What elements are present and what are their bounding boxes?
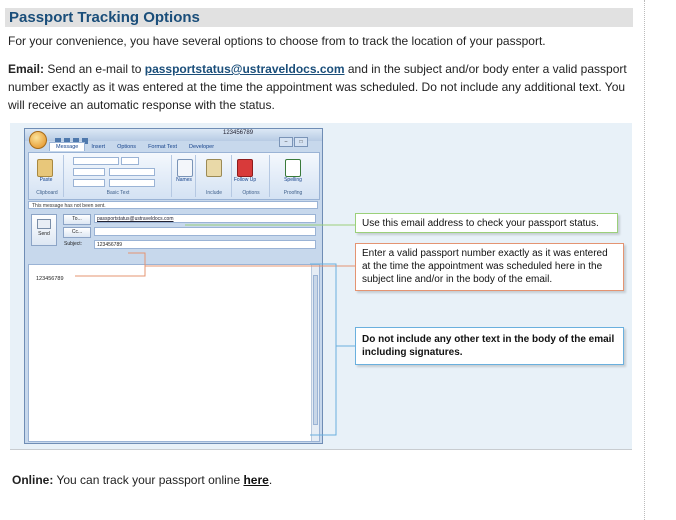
email-link[interactable]: passportstatus@ustraveldocs.com [144,62,345,76]
tab-format-text: Format Text [148,144,177,150]
names-label: Names [176,177,192,183]
paste-label: Paste [39,177,53,183]
instruction-figure [10,123,632,449]
minimize-icon: – [279,137,293,147]
email-label: Email: [8,62,45,76]
follow-up-label: Follow Up [233,177,257,183]
online-link[interactable]: here [243,473,269,487]
page-divider [644,0,645,520]
basic-text-group-label: Basic Text [106,190,130,196]
maximize-icon: □ [294,137,308,147]
subject-field: 123456789 [94,240,316,249]
online-tail: . [268,473,273,487]
section-header [5,8,633,27]
window-title: 123456789 [223,130,254,136]
send-label: Send [38,231,50,237]
options-group-label: Options [242,190,260,196]
clipboard-group-label: Clipboard [36,190,58,196]
callout-no-other-text: Do not include any other text in the body of the email including signatures. [355,327,624,365]
spelling-label: Spelling [284,177,302,183]
tab-options: Options [117,144,137,150]
online-paragraph [12,473,272,487]
proofing-group-label: Proofing [283,190,303,196]
tab-developer: Developer [189,144,215,150]
email-text-after: and in the subject and/or body enter a valid passport number exactly as it was entered at the time the appointment was scheduled. Do not include any additional text. You will receive an automatic response with the status. [8,62,627,112]
to-button: To... [63,214,91,225]
tab-message: Message [49,142,85,151]
callout-line-subject-body [75,253,145,276]
info-bar: This message has not been sent. [28,201,318,209]
callout-bracket-body [310,264,336,435]
callout-email-address: Use this email address to check your passport status. [355,213,618,233]
callout-passport-number: Enter a valid passport number exactly as it was entered at the time the appointment was scheduled here in the subject line and/or in the body of the email. [355,243,624,291]
tab-insert: Insert [91,144,106,150]
subject-label: Subject: [64,241,83,247]
online-label: Online: [12,473,54,487]
include-group-label: Include [205,190,223,196]
figure-bottom-rule [10,449,632,450]
to-value: passportstatus@ustraveldocs.com [97,216,174,222]
email-paragraph [8,60,638,114]
page-title: Passport Tracking Options [9,9,200,26]
cc-button: Cc... [63,227,91,238]
online-text: You can track your passport online [53,473,244,487]
intro-paragraph: For your convenience, you have several options to choose from to track the location of your passport. [8,34,546,48]
email-text-before: Send an e-mail to [44,62,145,76]
body-text: 123456789 [36,276,64,282]
